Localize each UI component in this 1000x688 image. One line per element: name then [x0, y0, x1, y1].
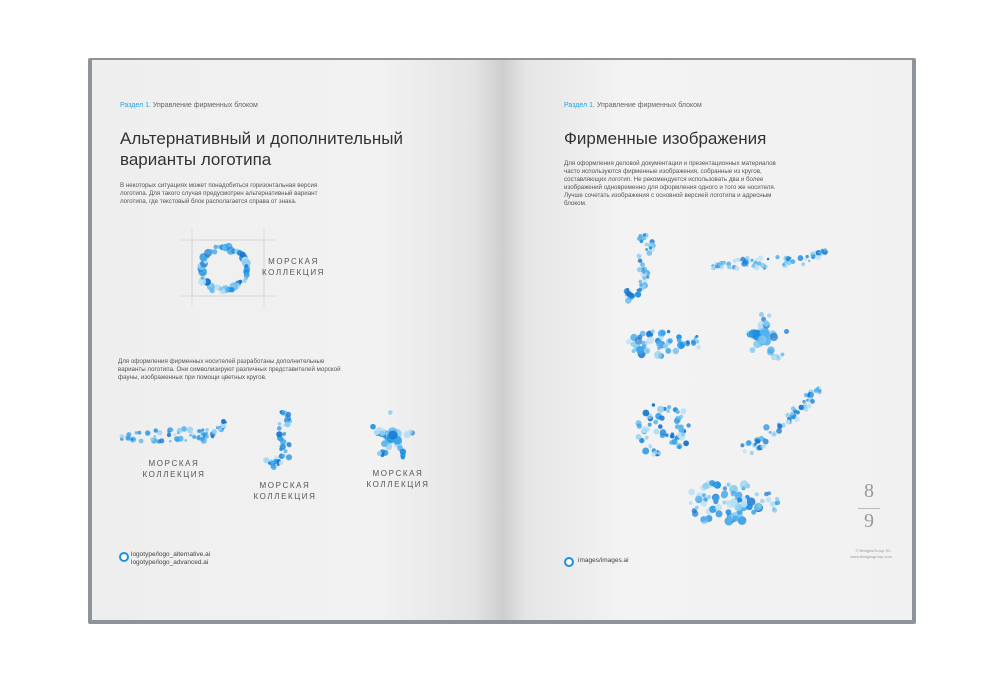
seahorse-mark: [262, 404, 302, 474]
eel-image: [736, 382, 826, 462]
section-title: Управление фирменных блоком: [596, 102, 702, 109]
starfish-image: [734, 310, 794, 364]
section-number: Раздел 1.: [120, 102, 151, 109]
shell-image: [630, 394, 696, 462]
logo-ring-mark: [192, 240, 256, 298]
section-title: Управление фирменных блоком: [152, 102, 258, 109]
body-text: Для оформления деловой документации и презентационных материалов часто используются фирменные изображения, собранные из кругов, составляющих логотип. Не рекомендуется использовать два и более изображений одновременно для оформления одного и того же носителя. Лучше сочетать изображения с основной версией логотипа и адресным блоком.: [564, 160, 776, 207]
file-circle-icon: [119, 552, 129, 562]
fish-image: [618, 322, 700, 366]
logo-shark-text: МОРСКАЯ КОЛЛЕКЦИЯ: [142, 459, 206, 479]
copyright: © BridgesGroup 20.. www.bridgesgroup.com: [850, 548, 892, 559]
page-title: [120, 128, 403, 170]
section-number: Раздел 1.: [564, 102, 595, 109]
seahorse-image: [620, 228, 668, 304]
starfish-mark: [368, 408, 418, 462]
page-number-divider: [858, 508, 880, 509]
page-title-line2: варианты логотипа: [120, 150, 272, 169]
section-label: [564, 102, 702, 109]
page-number-left: 8: [864, 480, 874, 502]
intro-text: В некоторых ситуациях может понадобиться горизонтальная версия логотипа. Для такого случая предусмотрен альтернативный вариант логотипа, где текстовый блок располагается справа от знака.: [120, 182, 318, 205]
logo-seahorse-text: МОРСКАЯ КОЛЛЕКЦИЯ: [253, 481, 317, 501]
file-ref: images/images.ai: [578, 557, 629, 564]
section-label: [120, 102, 258, 109]
left-page: [92, 60, 502, 620]
logo-starfish-text: МОРСКАЯ КОЛЛЕКЦИЯ: [366, 469, 430, 489]
page-number-right: 9: [864, 510, 874, 532]
logo-main-text: МОРСКАЯ КОЛЛЕКЦИЯ: [262, 257, 326, 277]
puffer-image: [678, 474, 778, 530]
shark-mark: [118, 416, 230, 458]
page-title-line1: Альтернативный и дополнительный: [120, 129, 403, 148]
right-page: [502, 60, 912, 620]
file-circle-icon: [564, 557, 574, 567]
variants-text: Для оформления фирменных носителей разработаны дополнительные варианты логотипа. Они символизируют различных представителей морской фауны, изображенных при помощи цветных кругов.: [118, 358, 341, 381]
shark-image: [708, 246, 832, 280]
file-refs: logotype/logo_alternative.ai logotype/logo_advanced.ai: [131, 551, 211, 566]
page-title: Фирменные изображения: [564, 129, 767, 148]
